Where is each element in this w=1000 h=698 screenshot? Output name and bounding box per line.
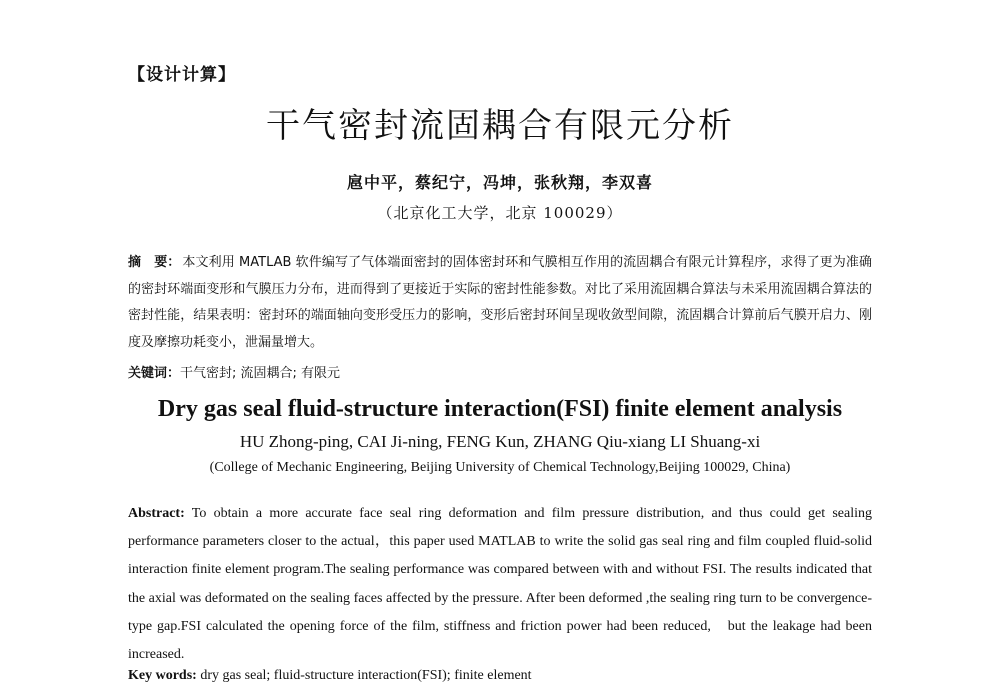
section-tag: 【设计计算】 (128, 65, 236, 85)
abstract-chinese-label: 摘 要： (128, 255, 181, 270)
affiliation-english: (College of Mechanic Engineering, Beijing University of Chemical Technology,Beijing 100029, China) (209, 460, 791, 475)
authors-english: HU Zhong-ping, CAI Ji-ning, FENG Kun, ZHANG Qiu-xiang LI Shuang-xi (239, 432, 761, 451)
keywords-chinese-label: 关键词： (128, 366, 181, 381)
abstract-english (128, 500, 872, 669)
title-english: Dry gas seal fluid-structure interaction(FSI) finite element analysis (157, 396, 843, 422)
abstract-english-text: To obtain a more accurate face seal ring deformation and film pressure distribution, and thus could get sealing performance parameters closer to the actual，this paper used MATLAB to write the solid gas seal ring and film coupled fluid-solid interaction finite element program.The sealing performance was compared between with and without FSI. The results indicated that the axial was deformated on the sealing faces affected by the pressure. After been deformed ,the sealing ring turn to be convergence-type gap.FSI calculated the opening force of the film, stiffness and friction power had been reduced, but the leakage had been increased. (128, 506, 872, 663)
abstract-chinese-text: 本文利用 MATLAB 软件编写了气体端面密封的固体密封环和气膜相互作用的流固耦合有限元计算程序，求得了更为准确的密封环端面变形和气膜压力分布，进而得到了更接近于实际的密封性能参数。对比了采用流固耦合算法与未采用流固耦合算法的密封性能，结果表明：密封环的端面轴向变形受压力的影响，变形后密封环间呈现收敛型间隙，流固耦合计算前后气膜开启力、刚度及摩擦功耗变小，泄漏量增大。 (128, 255, 872, 350)
authors-chinese: 扈中平，蔡纪宁，冯坤，张秋翔，李双喜 (346, 173, 653, 192)
keywords-english-label: Key words: (128, 668, 197, 683)
abstract-chinese (128, 250, 872, 356)
title-chinese: 干气密封流固耦合有限元分析 (266, 106, 734, 146)
keywords-chinese (128, 364, 872, 384)
keywords-chinese-text: 干气密封; 流固耦合; 有限元 (180, 366, 341, 381)
keywords-english (128, 666, 872, 686)
abstract-english-label: Abstract: (128, 506, 185, 521)
keywords-english-text: dry gas seal; fluid-structure interaction(FSI); finite element (196, 668, 532, 683)
affiliation-chinese: （北京化工大学，北京 100029） (377, 204, 623, 222)
